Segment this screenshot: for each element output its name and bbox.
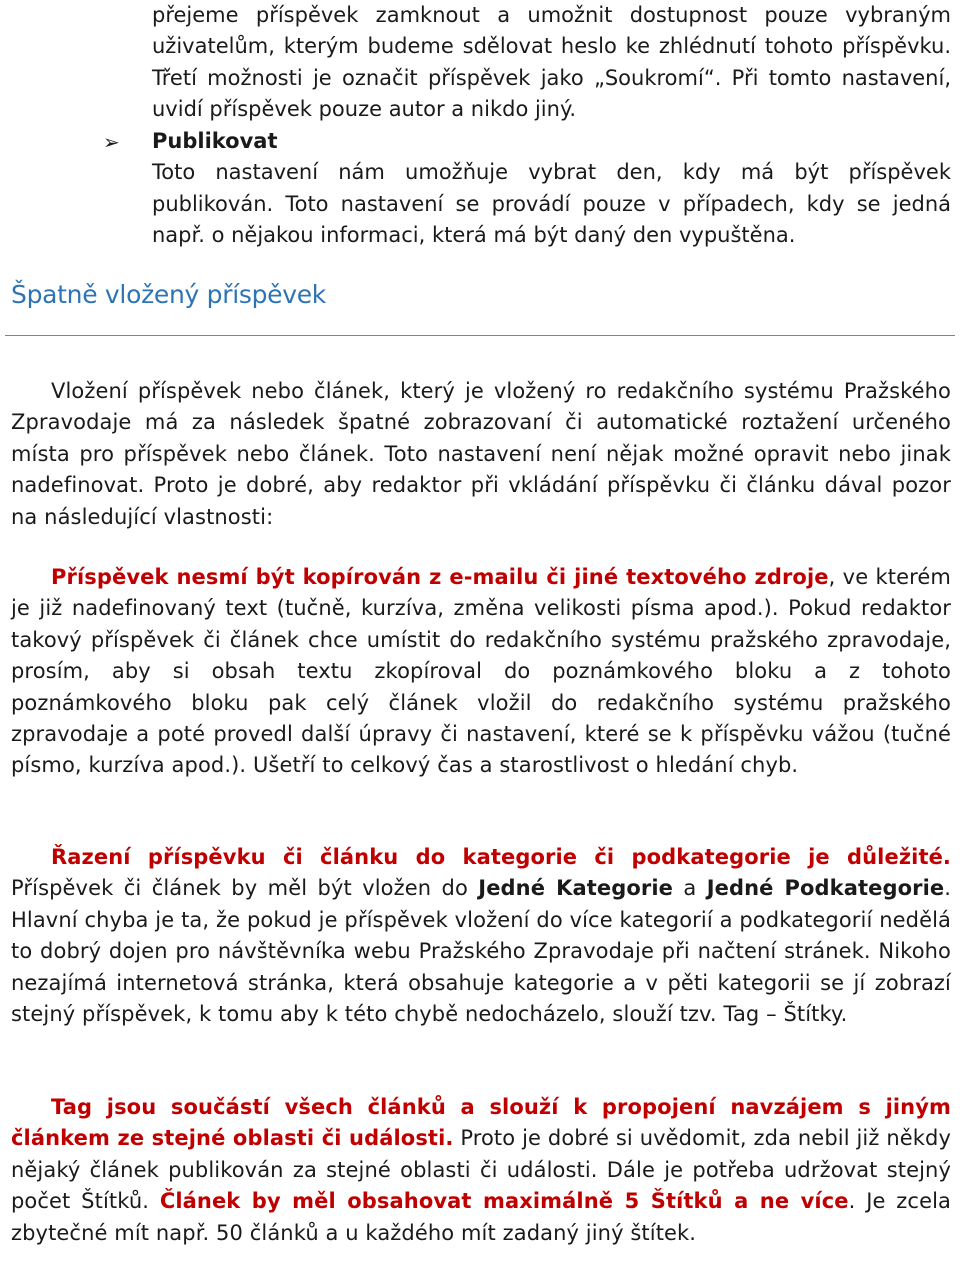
- paragraph-3-bold-category: Jedné Kategorie: [478, 876, 673, 901]
- top-paragraph: přejeme příspěvek zamknout a umožnit dostupnost pouze vybraným uživatelům, kterým budeme sdělovat heslo ke zhlédnutí tohoto příspěvku. Třetí možnosti je označit příspěvek jako „Soukromí“. Při tomto nastavení, uvidí příspěvek pouze autor a nikdo jiný.: [152, 3, 951, 122]
- paragraph-2: [11, 562, 951, 782]
- paragraph-4-highlight: Tag jsou součástí všech článků a slouží k propojení navzájem s jiným článkem ze stejné oblasti či události.: [11, 1095, 951, 1151]
- paragraph-1: Vložení příspěvek nebo článek, který je vložený ro redakčního systému Pražského Zpravodaje má za následek špatné zobrazovaní či automatické roztažení určeného místa pro příspěvek nebo článek. Toto nastavení není nějak možné opravit nebo jinak nadefinovat. Proto je dobré, aby redaktor při vkládání příspěvku či článku dával pozor na následující vlastnosti:: [11, 379, 951, 529]
- bullet-title: Publikovat: [152, 129, 278, 153]
- paragraph-3-text-b: a: [672, 876, 707, 901]
- paragraph-4-highlight-2: Článek by měl obsahovat maximálně 5 Štítků a ne více: [159, 1189, 849, 1214]
- bullet-text: Toto nastavení nám umožňuje vybrat den, kdy má být příspěvek publikován. Toto nastavení se provádí pouze v případech, kdy se jedná např. o nějakou informaci, která má být daný den vypuštěna.: [152, 160, 951, 248]
- paragraph-3: [11, 842, 951, 1030]
- section-heading: Špatně vložený příspěvek: [11, 280, 326, 309]
- paragraph-3-highlight: Řazení příspěvku či článku do kategorie či podkategorie je důležité.: [51, 845, 951, 869]
- paragraph-3-text-a: Příspěvek či článek by měl být vložen do: [11, 876, 479, 901]
- top-paragraph-block: [152, 0, 951, 126]
- arrow-bullet-icon: ➢: [103, 130, 120, 154]
- paragraph-2-highlight: Příspěvek nesmí být kopírován z e-mailu či jiné textového zdroje: [51, 565, 829, 589]
- paragraph-3-text-c: . Hlavní chyba je ta, že pokud je příspěvek vložení do více kategorií a podkategorií nedělá to dobrý dojen pro návštěvníka webu Pražského Zpravodaje při načtení stránek. Nikoho nezajímá internetová stránka, která obsahuje kategorie a v pěti kategorii se jí zobrazí stejný příspěvek, k tomu aby k této chybě nedocházelo, slouží tzv. Tag – Štítky.: [11, 876, 951, 1027]
- paragraph-3-bold-subcategory: Jedné Podkategorie: [706, 876, 945, 901]
- bullet-item-publikovat: [152, 126, 951, 252]
- paragraph-4: [11, 1092, 951, 1249]
- paragraph-4-text-b: . Je zcela zbytečné mít např. 50 článků a u každého mít zadaný jiný štítek.: [11, 1189, 952, 1245]
- paragraph-4-text-a: Proto je dobré si uvědomit, zda nebil již někdy nějaký článek publikován za stejné oblasti či události. Dále je potřeba udržovat stejný počet Štítků.: [11, 1126, 951, 1214]
- paragraph-2-text: , ve kterém je již nadefinovaný text (tučně, kurzíva, změna velikosti písma apod.). Pokud redaktor takový příspěvek či článek chce umístit do redakčního systému pražského zpravodaje, prosím, aby si obsah textu zkopíroval do poznámkového bloku a z tohoto poznámkového bloku pak celý článek vložil do redakčního systému pražského zpravodaje a poté provedl další úpravy či nastavení, které se k příspěvku vážou (tučné písmo, kurzíva apod.). Ušetří to celkový čas a starostlivost o hledání chyb.: [11, 565, 951, 778]
- heading-underline: [5, 335, 955, 336]
